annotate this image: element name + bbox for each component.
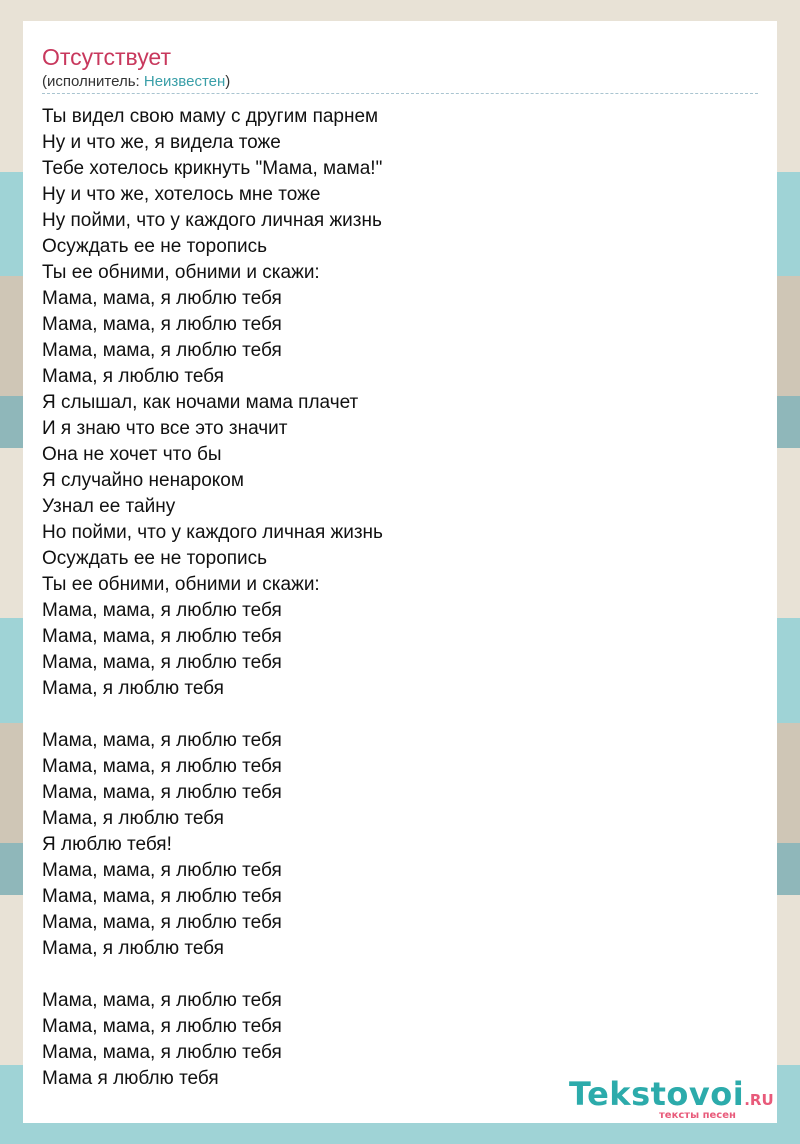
lyric-line: Мама, я люблю тебя — [42, 938, 224, 959]
lyric-line: Я слышал, как ночами мама плачет — [42, 392, 359, 413]
lyric-line: Мама, мама, я люблю тебя — [42, 288, 282, 309]
lyric-line: Ну и что же, хотелось мне тоже — [42, 184, 321, 205]
artist-link[interactable]: Неизвестен — [143, 73, 226, 90]
artist-prefix: (исполнитель: — [42, 73, 144, 90]
lyric-line — [42, 702, 758, 728]
lyric-line: Мама, мама, я люблю тебя — [42, 314, 282, 335]
lyric-line: Мама, мама, я люблю тебя — [42, 340, 282, 361]
lyric-line: Ты ее обними, обними и скажи: — [42, 262, 320, 283]
lyric-line: Тебе хотелось крикнуть "Мама, мама!" — [42, 158, 383, 179]
lyric-line: Ну пойми, что у каждого личная жизнь — [42, 210, 382, 231]
lyric-line: Ты ее обними, обними и скажи: — [42, 574, 320, 595]
lyric-line: Мама, мама, я люблю тебя — [42, 860, 282, 881]
lyric-line: Мама, мама, я люблю тебя — [42, 990, 282, 1011]
lyric-line: Мама, мама, я люблю тебя — [42, 652, 282, 673]
lyric-line: Мама, мама, я люблю тебя — [42, 626, 282, 647]
lyric-line: Мама, мама, я люблю тебя — [42, 730, 282, 751]
lyric-line: Осуждать ее не торопись — [42, 236, 268, 257]
artist-suffix: ) — [225, 73, 231, 90]
lyric-line: Мама, мама, я люблю тебя — [42, 912, 282, 933]
lyric-line — [42, 962, 758, 988]
logo-tagline: тексты песен — [659, 1110, 736, 1121]
lyric-line: Но пойми, что у каждого личная жизнь — [42, 522, 383, 543]
lyric-line: Мама, я люблю тебя — [42, 678, 224, 699]
lyric-line: Мама, мама, я люблю тебя — [42, 886, 282, 907]
lyric-line: Мама, мама, я люблю тебя — [42, 1042, 282, 1063]
lyric-line: Ну и что же, я видела тоже — [42, 132, 281, 153]
lyric-line: Мама, мама, я люблю тебя — [42, 600, 282, 621]
lyric-line: Узнал ее тайну — [42, 496, 176, 517]
lyric-line: Мама, я люблю тебя — [42, 366, 224, 387]
lyrics-text — [42, 104, 758, 1092]
site-logo[interactable] — [569, 1074, 774, 1121]
logo-name: Tekstovoi — [569, 1075, 745, 1113]
lyric-line: Мама, мама, я люблю тебя — [42, 1016, 282, 1037]
lyric-line: Я случайно ненароком — [42, 470, 244, 491]
lyric-line: И я знаю что все это значит — [42, 418, 288, 439]
lyric-line: Я люблю тебя! — [42, 834, 172, 855]
song-title: Отсутствует — [42, 44, 171, 70]
lyric-line: Она не хочет что бы — [42, 444, 222, 465]
lyrics-card — [23, 21, 777, 1123]
lyric-line: Мама я люблю тебя — [42, 1068, 219, 1089]
lyric-line: Ты видел свою маму с другим парнем — [42, 106, 379, 127]
logo-tld: .RU — [744, 1091, 774, 1109]
lyric-line: Мама, мама, я люблю тебя — [42, 756, 282, 777]
lyric-line: Осуждать ее не торопись — [42, 548, 268, 569]
title-divider — [42, 93, 758, 94]
lyric-line: Мама, мама, я люблю тебя — [42, 782, 282, 803]
artist-line — [42, 73, 230, 91]
lyric-line: Мама, я люблю тебя — [42, 808, 224, 829]
